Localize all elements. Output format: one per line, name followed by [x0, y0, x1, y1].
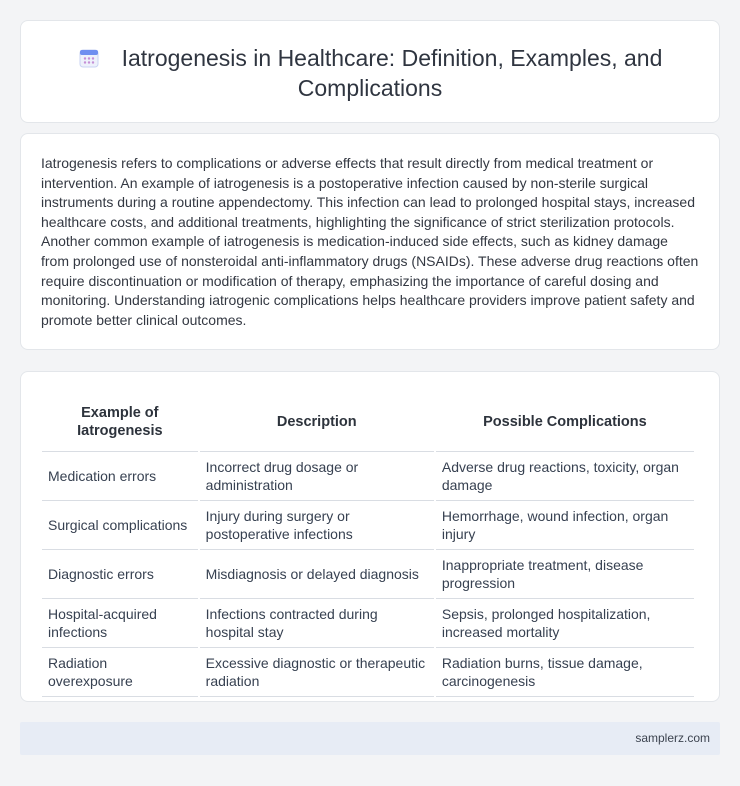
cell-complications: Inappropriate treatment, disease progression	[436, 550, 694, 599]
table-row	[42, 648, 694, 697]
iatrogenesis-table	[40, 392, 696, 697]
footer-bar	[20, 722, 720, 755]
cell-example: Surgical complications	[42, 501, 198, 550]
footer-site-link[interactable]: samplerz.com	[635, 731, 710, 745]
cell-description: Incorrect drug dosage or administration	[200, 452, 434, 501]
column-header-description: Description	[200, 392, 434, 452]
table-row	[42, 452, 694, 501]
table-row	[42, 501, 694, 550]
title-wrap	[21, 43, 719, 103]
table-row	[42, 599, 694, 648]
cell-description: Infections contracted during hospital stay	[200, 599, 434, 648]
intro-card	[20, 133, 720, 350]
table-row	[42, 550, 694, 599]
cell-complications: Adverse drug reactions, toxicity, organ damage	[436, 452, 694, 501]
cell-example: Medication errors	[42, 452, 198, 501]
calendar-icon	[78, 47, 100, 69]
title-card	[20, 20, 720, 123]
cell-complications: Hemorrhage, wound infection, organ injury	[436, 501, 694, 550]
cell-complications: Sepsis, prolonged hospitalization, increased mortality	[436, 599, 694, 648]
cell-example: Hospital-acquired infections	[42, 599, 198, 648]
column-header-complications: Possible Complications	[436, 392, 694, 452]
cell-description: Excessive diagnostic or therapeutic radiation	[200, 648, 434, 697]
table-card	[20, 371, 720, 702]
page-title-text: Iatrogenesis in Healthcare: Definition, Examples, and Complications	[121, 45, 663, 101]
cell-complications: Radiation burns, tissue damage, carcinogenesis	[436, 648, 694, 697]
cell-description: Misdiagnosis or delayed diagnosis	[200, 550, 434, 599]
intro-paragraph: Iatrogenesis refers to complications or adverse effects that result directly from medical treatment or intervention. An example of iatrogenesis is a postoperative infection caused by non-sterile surgical instruments during a routine appendectomy. This infection can lead to prolonged hospital stays, increased healthcare costs, and additional treatments, highlighting the significance of strict sterilization protocols. Another common example of iatrogenesis is medication-induced side effects, such as kidney damage from prolonged use of nonsteroidal anti-inflammatory drugs (NSAIDs). These adverse drug reactions often require discontinuation or modification of therapy, emphasizing the importance of careful dosing and monitoring. Understanding iatrogenic complications helps healthcare providers improve patient safety and promote better clinical outcomes.	[41, 155, 699, 328]
table-header-row	[42, 392, 694, 452]
cell-description: Injury during surgery or postoperative infections	[200, 501, 434, 550]
cell-example: Diagnostic errors	[42, 550, 198, 599]
column-header-example: Example of Iatrogenesis	[42, 392, 198, 452]
page-title	[61, 43, 679, 103]
cell-example: Radiation overexposure	[42, 648, 198, 697]
